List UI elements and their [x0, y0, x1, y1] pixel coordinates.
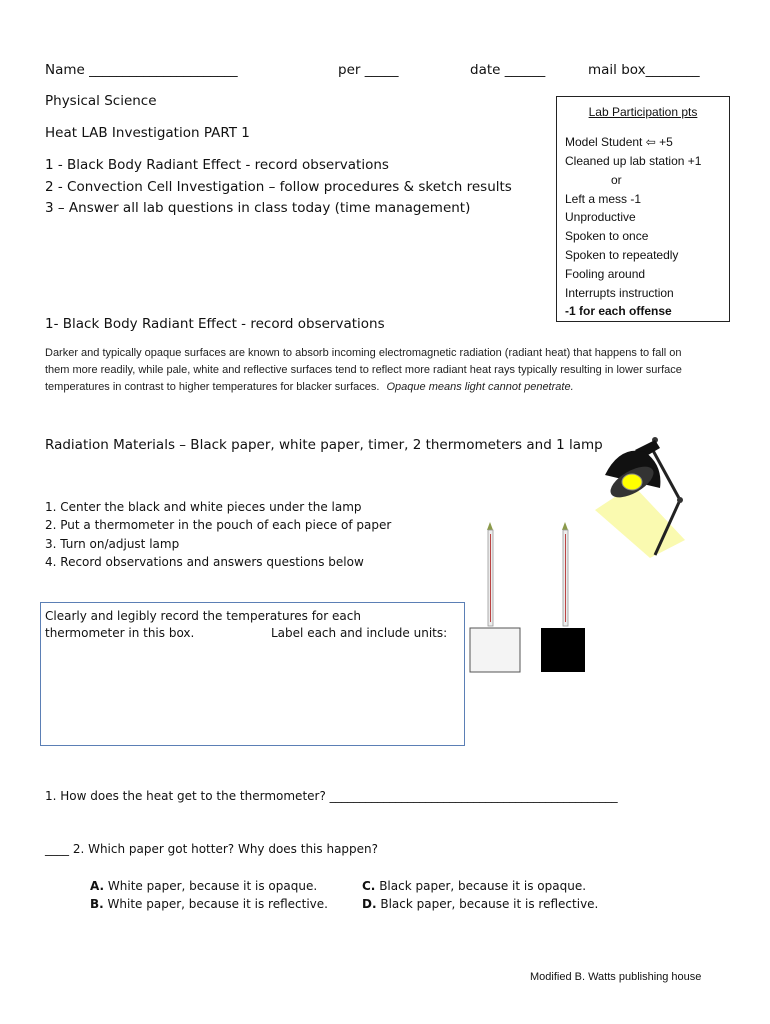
option-text: Black paper, because it is reflective.: [380, 897, 599, 911]
answer-option-c[interactable]: [362, 879, 586, 893]
option-text: White paper, because it is opaque.: [107, 879, 318, 893]
option-letter: B.: [90, 897, 104, 911]
question-1[interactable]: 1. How does the heat get to the thermometer? ________________________________________________: [45, 789, 618, 803]
participation-penalty: -1 for each offense: [565, 304, 672, 318]
section-heading: 1- Black Body Radiant Effect - record observations: [45, 316, 385, 332]
participation-line: Spoken to once: [565, 229, 649, 243]
black-paper: [541, 628, 585, 672]
participation-model-student: Model Student ⇦ +5: [565, 135, 673, 149]
question-2[interactable]: ____ 2. Which paper got hotter? Why does this happen?: [45, 842, 379, 856]
option-letter: A.: [90, 879, 105, 893]
lamp-bulb: [622, 474, 642, 490]
opaque-definition: Opaque means light cannot penetrate.: [386, 381, 574, 393]
label-units-note: Label each and include units:: [271, 626, 448, 640]
answer-option-a[interactable]: [90, 879, 317, 893]
step-item: 1. Center the black and white pieces under the lamp: [45, 500, 362, 514]
thermometer-setup: [465, 518, 585, 678]
subject-label: Physical Science: [45, 93, 157, 109]
step-item: 3. Turn on/adjust lamp: [45, 537, 180, 551]
thermometer-icon: [562, 522, 568, 626]
participation-line: Unproductive: [565, 210, 636, 224]
participation-line: or: [611, 173, 622, 187]
task-item: 2 - Convection Cell Investigation – follow procedures & sketch results: [45, 179, 512, 195]
step-item: 4. Record observations and answers questions below: [45, 555, 364, 569]
intro-paragraph: [45, 345, 735, 396]
participation-line: Interrupts instruction: [565, 286, 674, 300]
intro-text: temperatures in contrast to higher temperatures for blacker surfaces.: [45, 381, 380, 393]
mailbox-field[interactable]: mail box________: [588, 62, 700, 78]
option-text: White paper, because it is reflective.: [107, 897, 328, 911]
participation-points-box: [556, 96, 730, 322]
answer-option-d[interactable]: [362, 897, 598, 911]
lamp-joint: [677, 497, 683, 503]
temperature-record-box[interactable]: [40, 602, 465, 746]
intro-line: [45, 379, 735, 396]
date-field[interactable]: date ______: [470, 62, 546, 78]
lab-title: Heat LAB Investigation PART 1: [45, 125, 250, 141]
record-instruction: thermometer in this box.: [45, 626, 195, 640]
participation-title: Lab Participation pts: [588, 105, 698, 119]
answer-option-b[interactable]: [90, 897, 328, 911]
option-text: Black paper, because it is opaque.: [379, 879, 587, 893]
option-letter: D.: [362, 897, 377, 911]
option-letter: C.: [362, 879, 376, 893]
task-item: 3 – Answer all lab questions in class today (time management): [45, 200, 471, 216]
intro-line: Darker and typically opaque surfaces are known to absorb incoming electromagnetic radiation (radiant heat) that happens to fall on: [45, 347, 682, 359]
period-field[interactable]: per _____: [338, 62, 399, 78]
thermometer-icon: [487, 522, 493, 626]
intro-line: them more readily, while pale, white and reflective surfaces tend to reflect more radiant heat rays typically resulting in lower surface: [45, 364, 682, 376]
task-item: 1 - Black Body Radiant Effect - record observations: [45, 157, 389, 173]
participation-line: Cleaned up lab station +1: [565, 154, 702, 168]
record-instruction: Clearly and legibly record the temperatures for each: [45, 609, 361, 623]
materials-list: Radiation Materials – Black paper, white paper, timer, 2 thermometers and 1 lamp: [45, 437, 603, 453]
white-paper: [470, 628, 520, 672]
lamp-icon: [575, 430, 695, 560]
participation-line: Spoken to repeatedly: [565, 248, 679, 262]
participation-line: Fooling around: [565, 267, 646, 281]
name-field[interactable]: Name ______________________: [45, 62, 238, 78]
participation-line: Left a mess -1: [565, 192, 642, 206]
footer-credit: Modified B. Watts publishing house: [530, 971, 702, 983]
step-item: 2. Put a thermometer in the pouch of each piece of paper: [45, 518, 392, 532]
